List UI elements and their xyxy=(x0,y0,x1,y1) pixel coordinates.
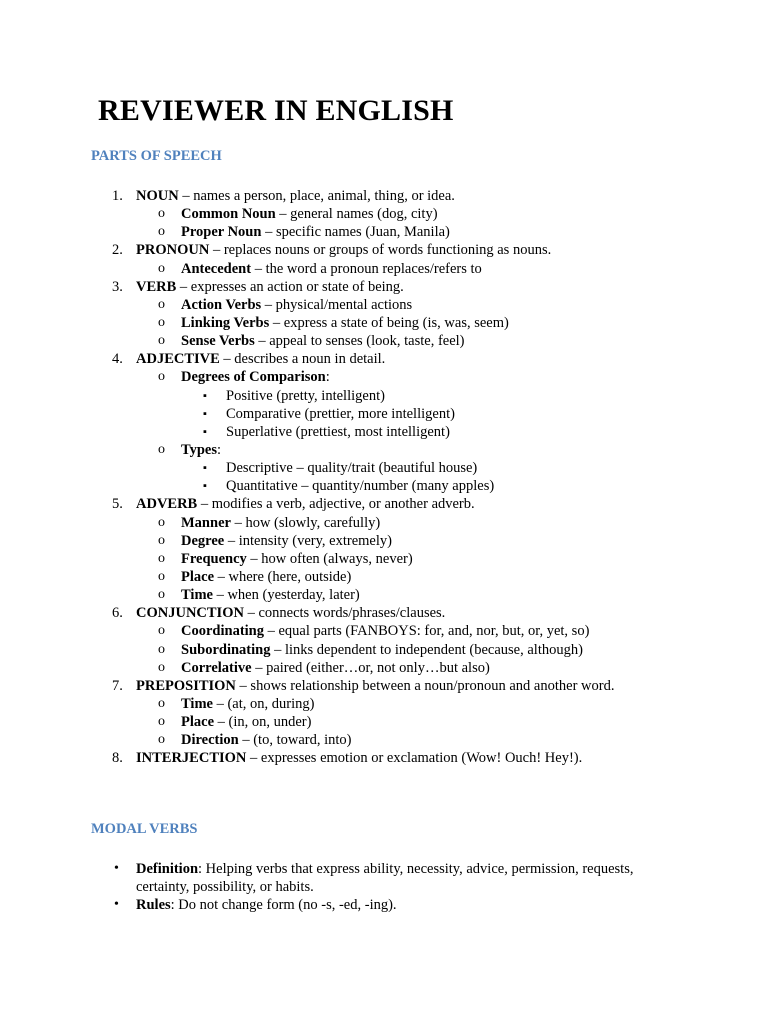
section-heading-parts-of-speech: PARTS OF SPEECH xyxy=(91,148,222,164)
numbered-item xyxy=(0,350,768,368)
sub-item xyxy=(0,622,768,640)
sub-item xyxy=(0,314,768,332)
term-label: Degrees of Comparison xyxy=(181,369,326,386)
list-item-text xyxy=(136,749,582,767)
list-marker: o xyxy=(158,532,165,548)
list-marker: o xyxy=(158,369,165,385)
sub-item xyxy=(0,695,768,713)
list-item-text xyxy=(136,350,385,368)
list-item-text xyxy=(136,495,475,513)
list-item-text xyxy=(136,241,551,259)
term-description: – when (yesterday, later) xyxy=(212,587,360,604)
sub-item xyxy=(0,532,768,550)
term-description: – where (here, outside) xyxy=(214,568,352,585)
term-label: Direction xyxy=(181,732,239,749)
term-description: – describes a noun in detail. xyxy=(219,351,386,368)
term-description: – the word a pronoun replaces/refers to xyxy=(251,260,482,277)
sub-item xyxy=(0,441,768,459)
list-marker: 6. xyxy=(112,605,123,622)
item-text: Quantitative – quantity/number (many apples) xyxy=(226,478,495,495)
term-label: Coordinating xyxy=(181,623,264,640)
list-item-text xyxy=(181,296,412,314)
term-label: Place xyxy=(181,568,215,585)
term-label: Manner xyxy=(181,514,231,531)
term-description: – (in, on, under) xyxy=(214,714,312,731)
term-description: – appeal to senses (look, taste, feel) xyxy=(254,333,465,350)
list-item-text xyxy=(226,387,385,405)
term-description: – shows relationship between a noun/pronoun and another word. xyxy=(235,677,615,694)
item-text: Positive (pretty, intelligent) xyxy=(226,387,385,404)
term-description: – links dependent to independent (because, although) xyxy=(270,641,583,658)
list-item-text xyxy=(181,641,583,659)
term-description: : Helping verbs that express ability, necessity, advice, permission, requests, certainty, possibility, or habits. xyxy=(136,861,634,896)
term-description: – modifies a verb, adjective, or another adverb. xyxy=(197,496,475,513)
term-label: Types xyxy=(181,441,217,458)
term-label: Common Noun xyxy=(181,206,276,223)
numbered-item xyxy=(0,749,768,767)
list-marker: ▪ xyxy=(203,389,207,402)
term-description: – physical/mental actions xyxy=(261,296,413,313)
term-description: – replaces nouns or groups of words functioning as nouns. xyxy=(209,242,552,259)
term-label: CONJUNCTION xyxy=(136,605,244,622)
sub-sub-item xyxy=(0,459,768,477)
list-marker: o xyxy=(158,441,165,457)
list-marker: o xyxy=(158,732,165,748)
bullet-item xyxy=(0,896,768,914)
list-item-text xyxy=(136,604,445,622)
modal-verbs-list xyxy=(0,860,768,914)
list-item-text xyxy=(181,441,221,459)
list-item-text xyxy=(181,260,482,278)
numbered-item xyxy=(0,278,768,296)
list-item-text xyxy=(181,731,351,749)
list-item-text xyxy=(226,405,455,423)
item-text: Superlative (prettiest, most intelligent) xyxy=(226,423,450,440)
sub-sub-item xyxy=(0,405,768,423)
term-label: Frequency xyxy=(181,550,247,567)
list-item-text xyxy=(181,332,465,350)
term-label: Place xyxy=(181,714,215,731)
list-item-text xyxy=(181,550,413,568)
term-label: Proper Noun xyxy=(181,224,262,241)
list-item-text xyxy=(136,187,455,205)
list-marker: 1. xyxy=(112,188,123,204)
list-item-text xyxy=(181,568,351,586)
term-description: – connects words/phrases/clauses. xyxy=(243,605,446,622)
list-item-text xyxy=(226,459,477,477)
list-item-text xyxy=(136,278,404,296)
list-marker: ▪ xyxy=(203,425,207,438)
sub-item xyxy=(0,641,768,659)
list-marker: • xyxy=(114,897,119,913)
bullet-item xyxy=(0,860,768,896)
term-label: VERB xyxy=(136,278,177,295)
numbered-item xyxy=(0,495,768,513)
list-item-text xyxy=(136,896,397,914)
term-label: Action Verbs xyxy=(181,296,262,313)
list-marker: o xyxy=(158,206,165,222)
term-description: – general names (dog, city) xyxy=(275,206,438,223)
term-description: – how (slowly, carefully) xyxy=(230,514,381,531)
term-description: : xyxy=(325,369,330,386)
list-marker: o xyxy=(158,568,165,584)
term-label: Sense Verbs xyxy=(181,333,255,350)
list-marker: o xyxy=(158,550,165,566)
section-heading-modal-verbs: MODAL VERBS xyxy=(91,821,198,837)
list-marker: 2. xyxy=(112,242,123,259)
list-marker: o xyxy=(158,296,165,312)
parts-of-speech-list xyxy=(0,187,768,768)
document-title: REVIEWER IN ENGLISH xyxy=(98,94,454,127)
list-marker: 8. xyxy=(112,750,123,767)
list-marker: o xyxy=(158,314,165,330)
term-label: Subordinating xyxy=(181,641,271,658)
sub-item xyxy=(0,514,768,532)
list-marker: ▪ xyxy=(203,407,207,420)
term-description: – intensity (very, extremely) xyxy=(224,532,392,549)
list-item-text xyxy=(181,622,589,640)
numbered-item xyxy=(0,187,768,205)
list-marker: ▪ xyxy=(203,462,207,475)
list-marker: o xyxy=(158,659,165,675)
list-marker: o xyxy=(158,695,165,711)
term-label: Antecedent xyxy=(181,260,252,277)
sub-sub-item xyxy=(0,477,768,495)
term-description: – paired (either…or, not only…but also) xyxy=(251,659,490,676)
list-marker: 5. xyxy=(112,496,123,513)
sub-sub-item xyxy=(0,387,768,405)
list-marker: 7. xyxy=(112,677,123,694)
term-description: – names a person, place, animal, thing, or idea. xyxy=(178,188,455,204)
sub-item xyxy=(0,223,768,241)
sub-item xyxy=(0,550,768,568)
numbered-item xyxy=(0,241,768,259)
list-marker: 3. xyxy=(112,278,123,295)
sub-item xyxy=(0,332,768,350)
item-text: Comparative (prettier, more intelligent) xyxy=(226,405,455,422)
list-marker: o xyxy=(158,260,165,276)
term-description: – (to, toward, into) xyxy=(238,732,352,749)
list-marker: o xyxy=(158,514,165,530)
term-description: – expresses an action or state of being. xyxy=(176,278,404,295)
list-item-text xyxy=(136,860,666,896)
term-label: Time xyxy=(181,587,213,604)
list-item-text xyxy=(226,477,494,495)
list-item-text xyxy=(181,205,438,223)
term-description: – (at, on, during) xyxy=(212,695,315,712)
list-marker: o xyxy=(158,587,165,603)
item-text: Descriptive – quality/trait (beautiful house) xyxy=(226,460,478,477)
list-item-text xyxy=(181,586,360,604)
list-marker: o xyxy=(158,623,165,639)
list-marker: 4. xyxy=(112,351,123,368)
sub-item xyxy=(0,731,768,749)
term-description: : xyxy=(217,441,222,458)
sub-item xyxy=(0,296,768,314)
list-marker: o xyxy=(158,333,165,349)
list-marker: o xyxy=(158,224,165,240)
list-item-text xyxy=(181,223,450,241)
term-label: ADJECTIVE xyxy=(136,351,220,368)
list-item-text xyxy=(226,423,450,441)
term-label: Time xyxy=(181,695,213,712)
numbered-item xyxy=(0,677,768,695)
list-marker: o xyxy=(158,641,165,657)
term-description: – how often (always, never) xyxy=(246,550,413,567)
term-label: PRONOUN xyxy=(136,242,210,259)
list-item-text xyxy=(136,677,614,695)
term-label: Degree xyxy=(181,532,225,549)
sub-item xyxy=(0,586,768,604)
term-description: – equal parts (FANBOYS: for, and, nor, but, or, yet, so) xyxy=(264,623,590,640)
list-marker: • xyxy=(114,861,119,876)
sub-item xyxy=(0,368,768,386)
term-label: INTERJECTION xyxy=(136,750,247,767)
list-marker: ▪ xyxy=(203,480,207,493)
sub-item xyxy=(0,260,768,278)
term-description: – specific names (Juan, Manila) xyxy=(261,224,450,241)
list-item-text xyxy=(181,314,509,332)
term-description: : Do not change form (no -s, -ed, -ing). xyxy=(170,897,397,914)
term-label: Definition xyxy=(136,861,199,877)
sub-item xyxy=(0,713,768,731)
term-label: NOUN xyxy=(136,188,179,204)
list-item-text xyxy=(181,368,330,386)
term-label: PREPOSITION xyxy=(136,677,236,694)
list-item-text xyxy=(181,514,380,532)
list-item-text xyxy=(181,659,490,677)
list-item-text xyxy=(181,695,314,713)
sub-sub-item xyxy=(0,423,768,441)
sub-item xyxy=(0,205,768,223)
sub-item xyxy=(0,568,768,586)
term-label: Rules xyxy=(136,897,171,914)
list-item-text xyxy=(181,532,392,550)
list-marker: o xyxy=(158,714,165,730)
term-label: Correlative xyxy=(181,659,252,676)
list-item-text xyxy=(181,713,311,731)
term-label: Linking Verbs xyxy=(181,314,270,331)
term-description: – expresses emotion or exclamation (Wow! Ouch! Hey!). xyxy=(246,750,583,767)
term-description: – express a state of being (is, was, seem) xyxy=(269,314,509,331)
sub-item xyxy=(0,659,768,677)
numbered-item xyxy=(0,604,768,622)
term-label: ADVERB xyxy=(136,496,198,513)
